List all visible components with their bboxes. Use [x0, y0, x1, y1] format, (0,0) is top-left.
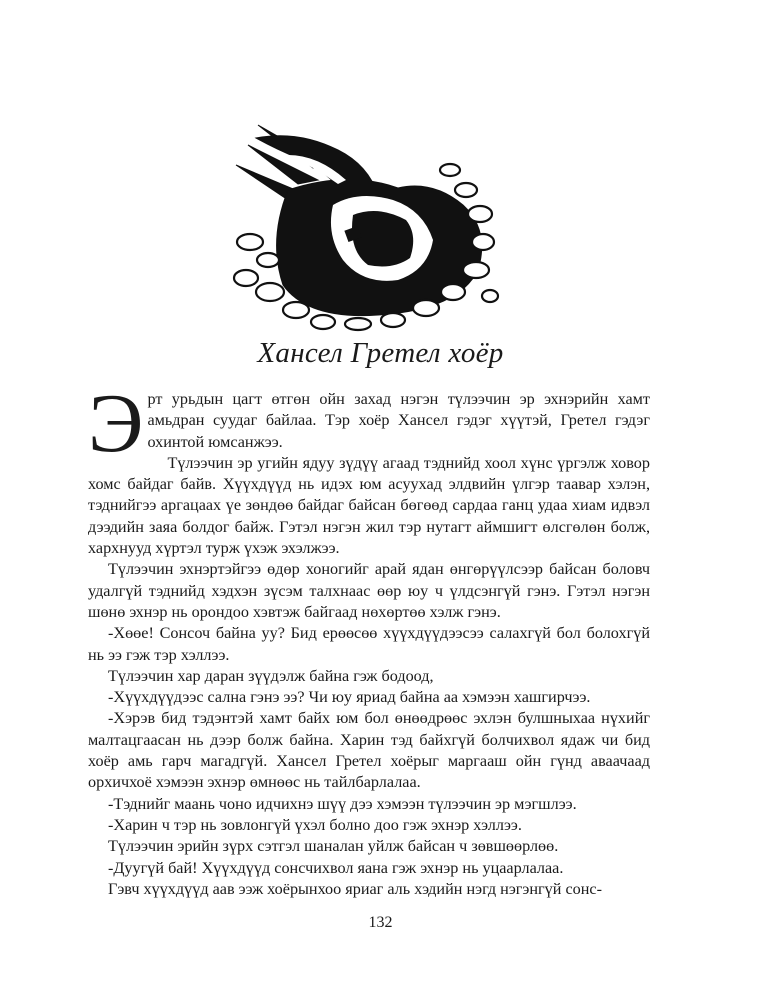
drop-cap: Э	[88, 377, 144, 470]
paragraph: -Хэрэв бид тэдэнтэй хамт байх юм бол өнөөдрөөс эхлэн булшныхаа нүхийг малтацгаасан нь дээр болж байна. Харин тэд байхгүй болчихвол ядаж чи бид хоёр амь гарч магадгүй. Хансел Гретел хоёрыг маргааш ойн гүнд аваачаад орхичхоё хэмээн эхнэр өмнөөс нь тайлбарлалаа.	[88, 709, 650, 792]
first-paragraph-text: рт урьдын цагт өтгөн ойн захад нэгэн түлээчин эр эхнэрийн хамт амьдран суудаг байлаа. Тэр хоёр Хансел гэдэг хүүтэй, Гретел гэдэг охинтой юмсанжээ.	[147, 390, 650, 451]
paragraph: -Хүүхдүүдээс сална гэнэ ээ? Чи юу яриад байна аа хэмээн хашгирчээ.	[108, 688, 591, 707]
story-title: Хансел Гретел хоёр	[257, 337, 504, 369]
paragraph: Түлээчин хар даран зүүдэлж байна гэж бодоод,	[108, 666, 434, 685]
paragraph: Түлээчин эхнэртэйгээ өдөр хоногийг арай ядан өнгөрүүлсээр байсан боловч удалгүй тэднийд хэдхэн зүсэм талхнаас өөр юу ч үлдсэнгүй гэнэ. Гэтэл нэгэн шөнө эхнэр нь орондоо хэвтэж байгаад нөхөртөө хэлж гэнэ.	[88, 560, 650, 621]
paragraph: Түлээчин эр угийн ядуу зүдүү агаад тэднийд хоол хүнс үргэлж ховор хомс байдаг байв. Хүүхдүүд нь идэх юм асуухад элдвийн үлгэр таавар хэлэн, тэднийгээ аргацаах үе зөндөө байдаг байсан бөгөөд сардаа ганц удаа хиам идвэл дээдийн заяа болдог байж. Гэтэл нэгэн жил тэр нутагт аймшигт өлсгөлөн болж, хархнууд хүртэл турж үхэж эхэлжээ.	[88, 453, 650, 558]
page-number: 132	[368, 914, 393, 931]
story-body	[88, 377, 650, 900]
paragraph-first	[88, 377, 650, 470]
paragraph: Түлээчин эрийн зүрх сэтгэл шаналан уйлж байсан ч зөвшөөрлөө.	[108, 837, 559, 856]
paragraph: Гэвч хүүхдүүд аав ээж хоёрынхоо яриаг аль хэдийн нэгд нэгэнгүй сонс-	[108, 879, 603, 898]
paragraph: -Дуугүй бай! Хүүхдүүд сонсчихвол яана гэж эхнэр нь уцаарлалаа.	[108, 858, 564, 877]
paragraph: -Харин ч тэр нь зовлонгүй үхэл болно доо гэж эхнэр хэллээ.	[108, 815, 522, 834]
woodcut-illustration	[228, 110, 500, 332]
paragraph: -Тэднийг маань чоно идчихнэ шүү дээ хэмээн түлээчин эр мэгшлээ.	[108, 794, 577, 813]
paragraph: -Хөөе! Сонсоч байна уу? Бид ерөөсөө хүүхдүүдээсээ салахгүй бол болохгүй нь ээ гэж тэр хэллээ.	[88, 624, 650, 664]
